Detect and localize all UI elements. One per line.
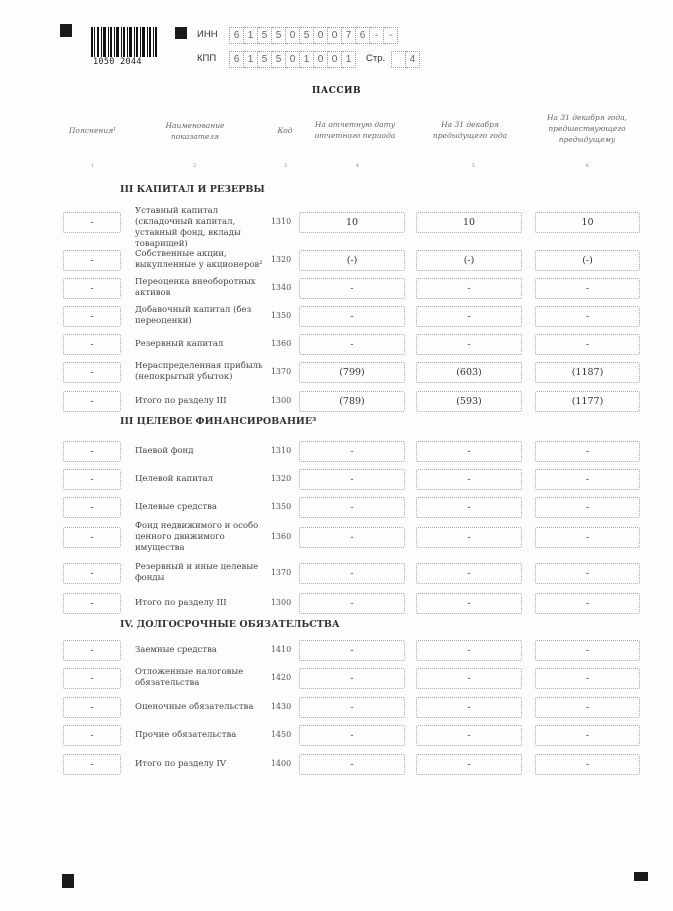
digit-cell: 1 xyxy=(244,27,258,44)
page-label: Стр. xyxy=(366,53,386,64)
value-prev-prev-year: - xyxy=(535,668,640,689)
note-cell: - xyxy=(63,640,121,661)
row-code: 1420 xyxy=(270,673,292,682)
section-title: III КАПИТАЛ И РЕЗЕРВЫ xyxy=(120,184,265,195)
value-prev-year: - xyxy=(416,725,522,746)
value-prev-year: - xyxy=(416,441,522,462)
value-prev-prev-year: 10 xyxy=(535,212,640,233)
row-name: Добавочный капитал (без переоценки) xyxy=(135,305,252,326)
value-prev-prev-year: - xyxy=(535,497,640,518)
row-name: Собственные акции, выкупленные у акционеров² xyxy=(135,249,263,270)
value-prev-prev-year: (1187) xyxy=(535,362,640,383)
value-prev-year: - xyxy=(416,497,522,518)
value-prev-prev-year: - xyxy=(535,306,640,327)
value-prev-prev-year: - xyxy=(535,334,640,355)
value-prev-prev-year: - xyxy=(535,527,640,548)
note-cell: - xyxy=(63,668,121,689)
note-cell: - xyxy=(63,278,121,299)
row-code: 1400 xyxy=(270,759,292,768)
digit-cell: 0 xyxy=(314,27,328,44)
note-cell: - xyxy=(63,497,121,518)
note-cell: - xyxy=(63,391,121,412)
section-title: III ЦЕЛЕВОЕ ФИНАНСИРОВАНИЕ³ xyxy=(120,416,317,427)
value-prev-year: 10 xyxy=(416,212,522,233)
row-code: 1350 xyxy=(270,311,292,320)
value-current: - xyxy=(299,668,405,689)
row-code: 1340 xyxy=(270,283,292,292)
value-prev-prev-year: (1177) xyxy=(535,391,640,412)
column-number-5: 5 xyxy=(471,163,476,169)
column-number-2: 2 xyxy=(192,163,197,169)
value-current: - xyxy=(299,469,405,490)
note-cell: - xyxy=(63,362,121,383)
value-current: - xyxy=(299,697,405,718)
kpp-field xyxy=(229,51,356,68)
digit-cell: - xyxy=(370,27,384,44)
digit-cell: 0 xyxy=(286,51,300,68)
row-code: 1430 xyxy=(270,702,292,711)
row-code: 1370 xyxy=(270,568,292,577)
digit-cell: - xyxy=(384,27,398,44)
row-name: Резервный и иные целевые фонды xyxy=(135,562,259,583)
value-prev-year: - xyxy=(416,754,522,775)
row-code: 1310 xyxy=(270,446,292,455)
row-name: Целевые средства xyxy=(135,501,217,512)
corner-marker-top-left xyxy=(60,24,72,37)
digit-cell: 5 xyxy=(300,27,314,44)
value-prev-year: - xyxy=(416,563,522,584)
column-number-3: 3 xyxy=(283,163,288,169)
value-current: - xyxy=(299,527,405,548)
value-prev-prev-year: - xyxy=(535,469,640,490)
value-current: - xyxy=(299,306,405,327)
row-code: 1410 xyxy=(270,645,292,654)
digit-cell: 0 xyxy=(286,27,300,44)
value-prev-prev-year: - xyxy=(535,441,640,462)
value-prev-year: - xyxy=(416,469,522,490)
column-header-prev-year: На 31 декабря предыдущего года xyxy=(432,120,508,140)
digit-cell: 0 xyxy=(314,51,328,68)
row-name: Уставный капитал (складочный капитал, уставный фонд, вклады товарищей) xyxy=(135,205,241,249)
digit-cell xyxy=(391,51,406,68)
corner-marker-bottom-right xyxy=(634,872,648,881)
barcode-number: 1050 2044 xyxy=(93,57,142,67)
row-name: Итого по разделу IV xyxy=(135,758,226,769)
note-cell: - xyxy=(63,527,121,548)
value-prev-year: - xyxy=(416,697,522,718)
value-prev-year: - xyxy=(416,527,522,548)
row-name: Резервный капитал xyxy=(135,338,224,349)
row-name: Прочие обязательства xyxy=(135,729,237,740)
value-current: - xyxy=(299,278,405,299)
row-code: 1360 xyxy=(270,339,292,348)
note-cell: - xyxy=(63,563,121,584)
column-header-current: На отчетную дату отчетного периода xyxy=(314,120,396,140)
row-code: 1450 xyxy=(270,730,292,739)
value-prev-year: (-) xyxy=(416,250,522,271)
barcode-image xyxy=(91,27,157,57)
value-current: - xyxy=(299,725,405,746)
column-number-6: 6 xyxy=(585,163,590,169)
value-prev-prev-year: - xyxy=(535,725,640,746)
digit-cell: 0 xyxy=(328,51,342,68)
column-number-4: 4 xyxy=(355,163,360,169)
column-header-prev-prev-year: На 31 декабря года, предшествующего предыдущему xyxy=(546,113,628,144)
value-prev-year: (603) xyxy=(416,362,522,383)
row-name: Нераспределенная прибыль (непокрытый убыток) xyxy=(135,361,263,382)
row-code: 1320 xyxy=(270,255,292,264)
value-current: (789) xyxy=(299,391,405,412)
row-code: 1300 xyxy=(270,598,292,607)
value-prev-prev-year: - xyxy=(535,640,640,661)
row-name: Фонд недвижимого и особо ценного движимого имущества xyxy=(135,520,259,553)
note-cell: - xyxy=(63,441,121,462)
digit-cell: 1 xyxy=(300,51,314,68)
value-prev-year: - xyxy=(416,640,522,661)
value-current: 10 xyxy=(299,212,405,233)
inn-label: ИНН xyxy=(197,29,218,40)
digit-cell: 7 xyxy=(342,27,356,44)
row-code: 1320 xyxy=(270,474,292,483)
row-code: 1360 xyxy=(270,532,292,541)
value-current: (-) xyxy=(299,250,405,271)
value-prev-year: - xyxy=(416,668,522,689)
value-current: - xyxy=(299,593,405,614)
row-name: Паевой фонд xyxy=(135,445,194,456)
page-title: ПАССИВ xyxy=(311,86,362,96)
value-current: - xyxy=(299,640,405,661)
inn-field xyxy=(229,27,398,44)
value-current: - xyxy=(299,754,405,775)
note-cell: - xyxy=(63,250,121,271)
value-prev-year: - xyxy=(416,593,522,614)
row-name: Оценочные обязательства xyxy=(135,701,254,712)
digit-cell: 5 xyxy=(272,27,286,44)
column-header-code: Код xyxy=(277,126,293,135)
digit-cell: 6 xyxy=(229,51,244,68)
row-code: 1350 xyxy=(270,502,292,511)
corner-marker-header xyxy=(175,27,187,39)
digit-cell: 1 xyxy=(244,51,258,68)
row-code: 1370 xyxy=(270,367,292,376)
value-prev-year: - xyxy=(416,334,522,355)
note-cell: - xyxy=(63,469,121,490)
note-cell: - xyxy=(63,725,121,746)
value-current: (799) xyxy=(299,362,405,383)
value-prev-year: (593) xyxy=(416,391,522,412)
value-current: - xyxy=(299,334,405,355)
value-prev-prev-year: - xyxy=(535,593,640,614)
note-cell: - xyxy=(63,754,121,775)
note-cell: - xyxy=(63,593,121,614)
value-prev-year: - xyxy=(416,306,522,327)
digit-cell: 0 xyxy=(328,27,342,44)
value-prev-prev-year: - xyxy=(535,697,640,718)
column-header-name: Наименование показателя xyxy=(165,121,225,141)
digit-cell: 6 xyxy=(229,27,244,44)
page-number-field xyxy=(391,51,420,68)
value-current: - xyxy=(299,441,405,462)
row-name: Переоценка внеоборотных активов xyxy=(135,277,256,298)
note-cell: - xyxy=(63,334,121,355)
digit-cell: 5 xyxy=(258,27,272,44)
digit-cell: 6 xyxy=(356,27,370,44)
value-current: - xyxy=(299,563,405,584)
digit-cell: 1 xyxy=(342,51,356,68)
kpp-label: КПП xyxy=(197,53,217,64)
value-prev-prev-year: - xyxy=(535,563,640,584)
value-prev-prev-year: - xyxy=(535,754,640,775)
note-cell: - xyxy=(63,306,121,327)
value-prev-prev-year: (-) xyxy=(535,250,640,271)
digit-cell: 5 xyxy=(258,51,272,68)
note-cell: - xyxy=(63,697,121,718)
digit-cell: 4 xyxy=(406,51,420,68)
digit-cell: 5 xyxy=(272,51,286,68)
row-name: Итого по разделу III xyxy=(135,597,227,608)
column-header-notes: Пояснения¹ xyxy=(68,126,117,135)
row-code: 1300 xyxy=(270,396,292,405)
row-code: 1310 xyxy=(270,217,292,226)
note-cell: - xyxy=(63,212,121,233)
value-prev-year: - xyxy=(416,278,522,299)
section-title: IV. ДОЛГОСРОЧНЫЕ ОБЯЗАТЕЛЬСТВА xyxy=(120,619,340,630)
corner-marker-bottom-left xyxy=(62,874,74,888)
row-name: Заемные средства xyxy=(135,644,217,655)
value-prev-prev-year: - xyxy=(535,278,640,299)
value-current: - xyxy=(299,497,405,518)
row-name: Отложенные налоговые обязательства xyxy=(135,667,244,688)
row-name: Целевой капитал xyxy=(135,473,214,484)
row-name: Итого по разделу III xyxy=(135,395,227,406)
column-number-1: 1 xyxy=(90,163,95,169)
